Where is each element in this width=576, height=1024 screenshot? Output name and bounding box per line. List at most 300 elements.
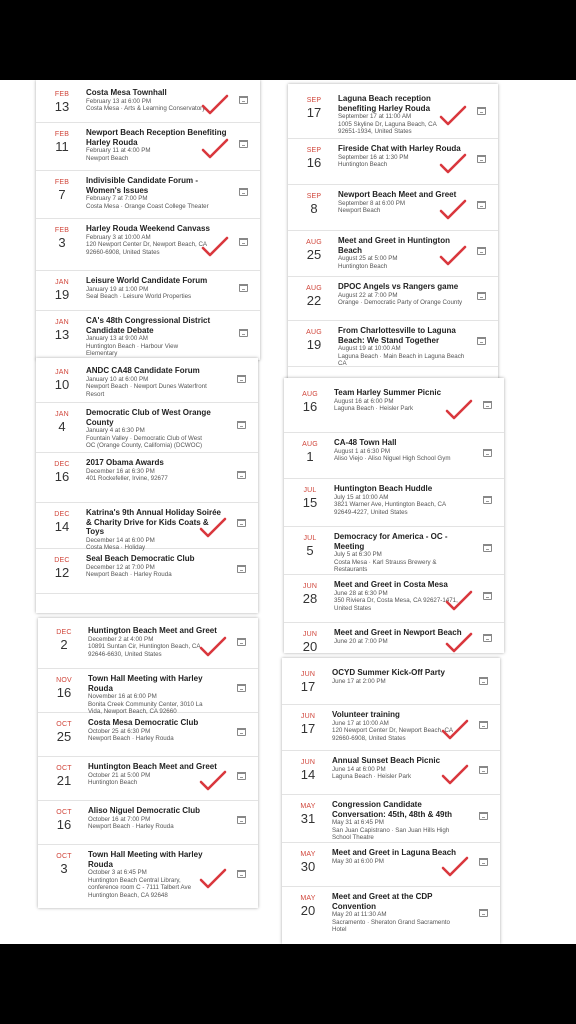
add-to-calendar-icon[interactable]	[477, 201, 486, 209]
event-date	[42, 368, 82, 392]
check-stroke	[441, 107, 465, 124]
add-to-calendar-icon[interactable]	[237, 375, 246, 383]
event-row[interactable]	[36, 548, 258, 594]
event-detail: Bonita Creek Community Center, 3010 La	[88, 700, 203, 708]
add-to-calendar-icon[interactable]	[483, 496, 492, 504]
event-detail: 92651-1934, United States	[338, 128, 412, 136]
event-title[interactable]: Meet and Greet in Laguna Beach	[332, 848, 457, 857]
event-detail: November 16 at 6:00 PM	[88, 693, 157, 700]
add-to-calendar-icon[interactable]	[237, 728, 246, 736]
event-title[interactable]: Seal Beach Democratic Club	[86, 554, 195, 563]
event-detail: May 20 at 11:30 AM	[332, 911, 387, 918]
event-date	[290, 486, 330, 510]
event-detail: Costa Mesa · Orange Coast College Theater	[86, 202, 209, 210]
event-month: AUG	[302, 391, 318, 398]
event-detail: July 5 at 6:30 PM	[334, 551, 382, 558]
event-detail: October 25 at 6:30 PM	[88, 727, 151, 735]
event-row[interactable]	[284, 432, 504, 479]
event-detail: Costa Mesa · Karl Strauss Brewery &	[334, 558, 437, 566]
event-detail: Restaurants	[334, 566, 368, 574]
check-stroke	[441, 201, 465, 218]
event-title[interactable]: Democracy for America - OC - Meeting	[334, 532, 448, 551]
event-row[interactable]	[38, 800, 258, 845]
event-detail: Laguna Beach · Main Beach in Laguna Beach	[338, 352, 465, 360]
add-to-calendar-icon[interactable]	[477, 292, 486, 300]
event-info	[86, 316, 230, 358]
event-month: FEB	[54, 131, 70, 138]
event-day: 13	[54, 99, 70, 114]
add-to-calendar-icon[interactable]	[237, 471, 246, 479]
event-day: 17	[300, 721, 316, 736]
event-info	[334, 532, 474, 574]
event-month: JAN	[55, 369, 69, 376]
event-title[interactable]: Fireside Chat with Harley Rouda	[338, 144, 461, 153]
event-detail: September 17 at 11:00 AM	[338, 113, 412, 120]
event-title[interactable]: Town Hall Meeting with Harley Rouda	[88, 674, 203, 693]
event-info	[338, 282, 468, 307]
event-title[interactable]: ANDC CA48 Candidate Forum	[86, 366, 200, 375]
event-row[interactable]	[36, 122, 260, 171]
event-month: AUG	[306, 285, 322, 292]
event-row[interactable]	[284, 526, 504, 575]
event-detail: 401 Rockefeller, Irvine, 92677	[86, 475, 168, 483]
event-title[interactable]: Town Hall Meeting with Harley Rouda	[88, 850, 203, 869]
event-detail: January 10 at 6:00 PM	[86, 375, 149, 383]
check-stroke	[201, 772, 225, 789]
event-detail: OC (Orange County, California) (DCWOC)	[86, 442, 203, 450]
event-day: 2	[60, 637, 68, 652]
event-day: 8	[310, 201, 318, 216]
check-stroke	[203, 140, 227, 157]
event-date	[294, 192, 334, 216]
event-title[interactable]: Huntington Beach Huddle	[334, 484, 433, 493]
event-title[interactable]: Costa Mesa Democratic Club	[88, 718, 199, 727]
event-row[interactable]	[36, 310, 260, 360]
event-row[interactable]	[36, 218, 260, 271]
event-title[interactable]: Annual Sunset Beach Picnic	[332, 756, 441, 765]
check-stroke	[203, 238, 227, 255]
event-month: AUG	[302, 441, 318, 448]
event-month: SEP	[306, 97, 322, 104]
event-row[interactable]	[36, 502, 258, 552]
event-month: AUG	[306, 329, 322, 336]
event-info	[334, 484, 474, 516]
event-detail: Newport Beach · Newport Dunes Waterfront	[86, 383, 207, 391]
event-row[interactable]	[284, 382, 504, 433]
event-date	[288, 670, 328, 694]
event-row[interactable]	[288, 184, 498, 231]
event-month: OCT	[56, 809, 72, 816]
red-check-mark-icon	[198, 770, 228, 792]
red-check-mark-icon	[444, 632, 474, 653]
event-detail: December 16 at 6:30 PM	[86, 467, 155, 475]
event-date	[294, 328, 334, 352]
event-title[interactable]: CA's 48th Congressional District Candidate Debate	[86, 316, 211, 335]
event-info	[332, 892, 470, 934]
event-row[interactable]	[288, 230, 498, 277]
event-detail: January 19 at 1:00 PM	[86, 285, 149, 293]
event-month: AUG	[306, 239, 322, 246]
event-month: JAN	[55, 279, 69, 286]
event-month: FEB	[54, 91, 70, 98]
event-day: 21	[56, 773, 72, 788]
red-check-mark-icon	[200, 94, 230, 116]
event-row[interactable]	[38, 756, 258, 801]
add-to-calendar-icon[interactable]	[479, 909, 488, 917]
event-detail: December 12 at 7:00 PM	[86, 563, 155, 571]
event-detail: Huntington Beach	[338, 161, 388, 169]
event-detail: June 14 at 6:00 PM	[332, 765, 386, 773]
event-detail: San Juan Capistrano · San Juan Hills High	[332, 826, 450, 834]
add-to-calendar-icon[interactable]	[479, 766, 488, 774]
event-title[interactable]: Team Harley Summer Picnic	[334, 388, 442, 397]
event-title[interactable]: Katrina's 9th Annual Holiday Soirée & Charity Drive for Kids Coats & Toys	[86, 508, 221, 536]
event-day: 16	[306, 155, 322, 170]
event-date	[42, 278, 82, 302]
event-detail: Aliso Viejo · Aliso Niguel High School Gym	[334, 455, 451, 463]
red-check-mark-icon	[200, 138, 230, 160]
event-title[interactable]: Newport Beach Meet and Greet	[338, 190, 457, 199]
event-detail: Resort	[86, 390, 105, 398]
event-detail: June 20 at 7:00 PM	[334, 637, 388, 645]
event-row[interactable]	[36, 170, 260, 219]
event-detail: School Theatre	[332, 834, 374, 842]
event-detail: January 13 at 9:00 AM	[86, 335, 148, 342]
event-detail: Elementary	[86, 350, 118, 358]
event-detail: Huntington Beach · Harbour View	[86, 342, 179, 350]
event-info	[332, 800, 470, 842]
event-day: 17	[300, 679, 316, 694]
event-date	[44, 676, 84, 700]
event-title[interactable]: 2017 Obama Awards	[86, 458, 164, 467]
event-detail: Sacramento · Sheraton Grand Sacramento	[332, 918, 450, 926]
event-day: 19	[54, 287, 70, 302]
red-check-mark-icon	[444, 590, 474, 612]
event-detail: 3821 Warner Ave, Huntington Beach, CA	[334, 501, 447, 509]
add-to-calendar-icon[interactable]	[479, 812, 488, 820]
event-title[interactable]: Congression Candidate Conversation: 45th, 48th & 49th	[332, 800, 453, 819]
event-day: 22	[306, 293, 322, 308]
event-date	[294, 238, 334, 262]
event-detail: January 4 at 6:30 PM	[86, 427, 145, 434]
event-day: 1	[306, 449, 314, 464]
event-detail: May 31 at 6:45 PM	[332, 819, 384, 826]
event-detail: May 30 at 6:00 PM	[332, 857, 384, 865]
event-row[interactable]	[288, 138, 498, 185]
event-date	[42, 556, 82, 580]
event-info	[88, 674, 228, 716]
add-to-calendar-icon[interactable]	[477, 247, 486, 255]
event-detail: 92660-6908, United States	[86, 248, 160, 256]
event-detail: Huntington Beach, CA 92648	[88, 891, 168, 899]
event-date	[42, 90, 82, 114]
event-title[interactable]: Laguna Beach reception benefiting Harley Rouda	[338, 94, 431, 113]
red-check-mark-icon	[438, 105, 468, 127]
event-info	[88, 718, 228, 743]
event-detail: Costa Mesa · Arts & Learning Conservatory	[86, 105, 206, 113]
event-day: 14	[54, 519, 70, 534]
event-date	[42, 130, 82, 154]
event-row[interactable]	[284, 574, 504, 623]
event-title[interactable]: Volunteer training	[332, 710, 400, 719]
event-row[interactable]	[288, 276, 498, 321]
event-row[interactable]	[282, 794, 500, 843]
event-detail: Laguna Beach · Heisler Park	[332, 773, 412, 781]
event-title[interactable]: OCYD Summer Kick-Off Party	[332, 668, 445, 677]
event-row[interactable]	[38, 844, 258, 908]
event-info	[86, 276, 230, 301]
add-to-calendar-icon[interactable]	[239, 188, 248, 196]
add-to-calendar-icon[interactable]	[477, 337, 486, 345]
red-check-mark-icon	[438, 153, 468, 175]
event-title[interactable]: Costa Mesa Townhall	[86, 88, 167, 97]
event-day: 15	[302, 495, 318, 510]
red-check-mark-icon	[198, 868, 228, 890]
event-date	[290, 390, 330, 414]
event-detail: February 3 at 10:00 AM	[86, 233, 151, 241]
events-panel	[36, 358, 258, 613]
event-title[interactable]: Newport Beach Reception Benefiting Harley Rouda	[86, 128, 227, 147]
event-month: JAN	[55, 319, 69, 326]
event-detail: 350 Riviera Dr, Costa Mesa, CA 92627-1471,	[334, 597, 458, 605]
event-day: 31	[300, 811, 316, 826]
event-row[interactable]	[36, 360, 258, 403]
events-panel	[36, 80, 260, 360]
event-detail: Newport Beach · Harley Rouda	[88, 823, 174, 831]
event-date	[42, 178, 82, 202]
add-to-calendar-icon[interactable]	[479, 858, 488, 866]
event-day: 30	[300, 859, 316, 874]
event-detail: February 7 at 7:00 PM	[86, 195, 148, 202]
add-to-calendar-icon[interactable]	[483, 634, 492, 642]
event-day: 4	[58, 419, 66, 434]
event-detail: October 3 at 6:45 PM	[88, 869, 147, 876]
check-stroke	[443, 766, 467, 783]
event-date	[42, 226, 82, 250]
event-day: 17	[306, 105, 322, 120]
check-stroke	[447, 634, 471, 651]
event-detail: June 17 at 2:00 PM	[332, 677, 386, 685]
event-row[interactable]	[36, 452, 258, 503]
check-stroke	[441, 247, 465, 264]
event-detail: October 16 at 7:00 PM	[88, 815, 151, 823]
event-detail: 92660-6908, United States	[332, 734, 406, 742]
event-title[interactable]: Huntington Beach Meet and Greet	[88, 762, 217, 771]
event-title[interactable]: From Charlottesville to Laguna Beach: We Stand Together	[338, 326, 456, 345]
event-day: 5	[306, 543, 314, 558]
add-to-calendar-icon[interactable]	[479, 677, 488, 685]
event-month: DEC	[54, 557, 70, 564]
add-to-calendar-icon[interactable]	[239, 284, 248, 292]
event-day: 16	[302, 399, 318, 414]
add-to-calendar-icon[interactable]	[239, 96, 248, 104]
event-month: JUL	[303, 487, 317, 494]
event-day: 19	[306, 337, 322, 352]
red-check-mark-icon	[440, 856, 470, 878]
event-detail: 120 Newport Center Dr, Newport Beach, CA	[86, 241, 208, 249]
event-date	[290, 440, 330, 464]
add-to-calendar-icon[interactable]	[483, 449, 492, 457]
red-check-mark-icon	[440, 719, 470, 741]
event-detail: Costa Mesa · Holiday	[86, 544, 146, 552]
event-row[interactable]	[282, 662, 500, 705]
event-month: FEB	[54, 179, 70, 186]
event-row[interactable]	[284, 478, 504, 527]
event-date	[288, 712, 328, 736]
event-detail: United States	[334, 604, 372, 612]
event-row[interactable]	[36, 402, 258, 453]
event-detail: June 17 at 10:00 AM	[332, 719, 389, 727]
add-to-calendar-icon[interactable]	[237, 519, 246, 527]
add-to-calendar-icon[interactable]	[483, 544, 492, 552]
event-row[interactable]	[36, 270, 260, 311]
event-detail: July 15 at 10:00 AM	[334, 493, 389, 501]
check-stroke	[447, 592, 471, 609]
event-day: 25	[306, 247, 322, 262]
event-detail: Newport Beach	[338, 207, 381, 215]
event-row[interactable]	[38, 620, 258, 669]
event-month: MAY	[300, 851, 316, 858]
event-day: 16	[56, 817, 72, 832]
screenshot-collage	[0, 80, 576, 944]
event-row[interactable]	[38, 712, 258, 757]
event-row[interactable]	[288, 320, 498, 367]
event-row[interactable]	[282, 704, 500, 751]
check-stroke	[203, 96, 227, 113]
event-day: 7	[58, 187, 66, 202]
add-to-calendar-icon[interactable]	[239, 329, 248, 337]
event-info	[86, 408, 228, 450]
event-date	[42, 318, 82, 342]
event-detail: February 13 at 6:00 PM	[86, 97, 152, 105]
event-month: SEP	[306, 193, 322, 200]
event-row[interactable]	[282, 750, 500, 795]
event-detail: Laguna Beach · Heisler Park	[334, 405, 414, 413]
add-to-calendar-icon[interactable]	[479, 721, 488, 729]
event-info	[338, 326, 468, 368]
red-check-mark-icon	[198, 517, 228, 539]
add-to-calendar-icon[interactable]	[483, 401, 492, 409]
add-to-calendar-icon[interactable]	[237, 870, 246, 878]
event-detail: August 22 at 7:00 PM	[338, 291, 398, 299]
event-day: 16	[56, 685, 72, 700]
event-day: 25	[56, 729, 72, 744]
event-day: 20	[300, 903, 316, 918]
event-title[interactable]: Democratic Club of West Orange County	[86, 408, 211, 427]
event-row[interactable]	[38, 668, 258, 716]
events-panel	[282, 658, 500, 944]
event-date	[288, 802, 328, 826]
check-stroke	[443, 858, 467, 875]
check-stroke	[443, 721, 467, 738]
event-row[interactable]	[36, 82, 260, 123]
add-to-calendar-icon[interactable]	[477, 107, 486, 115]
add-to-calendar-icon[interactable]	[237, 421, 246, 429]
event-title[interactable]: Huntington Beach Meet and Greet	[88, 626, 217, 635]
event-month: OCT	[56, 765, 72, 772]
check-stroke	[441, 155, 465, 172]
event-detail: 1005 Skyline Dr, Laguna Beach, CA	[338, 120, 437, 128]
add-to-calendar-icon[interactable]	[237, 565, 246, 573]
add-to-calendar-icon[interactable]	[237, 684, 246, 692]
check-stroke	[201, 519, 225, 536]
event-date	[288, 850, 328, 874]
event-row[interactable]	[282, 842, 500, 887]
event-row[interactable]	[284, 622, 504, 653]
add-to-calendar-icon[interactable]	[239, 238, 248, 246]
event-info	[86, 176, 230, 210]
event-date	[44, 628, 84, 652]
event-title[interactable]: Indivisible Candidate Forum - Women's Issues	[86, 176, 199, 195]
event-detail: Seal Beach · Leisure World Properties	[86, 293, 192, 301]
events-panel	[38, 618, 258, 908]
event-month: OCT	[56, 721, 72, 728]
event-date	[288, 758, 328, 782]
add-to-calendar-icon[interactable]	[237, 816, 246, 824]
event-title[interactable]: Meet and Greet at the CDP Convention	[332, 892, 433, 911]
add-to-calendar-icon[interactable]	[237, 638, 246, 646]
check-stroke	[447, 401, 471, 418]
event-title[interactable]: Harley Rouda Weekend Canvass	[86, 224, 210, 233]
event-month: DEC	[56, 629, 72, 636]
event-day: 12	[54, 565, 70, 580]
event-row[interactable]	[288, 88, 498, 139]
event-date	[42, 410, 82, 434]
event-row[interactable]	[282, 886, 500, 944]
add-to-calendar-icon[interactable]	[483, 592, 492, 600]
event-title[interactable]: Meet and Greet in Newport Beach	[334, 628, 462, 637]
event-title[interactable]: Meet and Greet in Huntington Beach	[338, 236, 450, 255]
event-month: JUN	[300, 671, 316, 678]
event-day: 16	[54, 469, 70, 484]
add-to-calendar-icon[interactable]	[477, 155, 486, 163]
event-day: 3	[60, 861, 68, 876]
event-detail: June 28 at 6:30 PM	[334, 589, 388, 597]
event-day: 13	[54, 327, 70, 342]
event-month: NOV	[56, 677, 72, 684]
event-day: 3	[58, 235, 66, 250]
event-month: FEB	[54, 227, 70, 234]
event-detail: September 16 at 1:30 PM	[338, 153, 409, 161]
event-month: JUN	[300, 759, 316, 766]
event-detail: Huntington Beach Central Library,	[88, 876, 181, 884]
add-to-calendar-icon[interactable]	[239, 140, 248, 148]
event-detail: 92649-4227, United States	[334, 508, 408, 516]
event-date	[42, 510, 82, 534]
check-stroke	[201, 638, 225, 655]
event-date	[294, 146, 334, 170]
event-title[interactable]: Aliso Niguel Democratic Club	[88, 806, 201, 815]
event-date	[290, 534, 330, 558]
event-detail: December 2 at 4:00 PM	[88, 635, 154, 643]
event-title[interactable]: CA-48 Town Hall	[334, 438, 397, 447]
event-detail: August 25 at 5:00 PM	[338, 255, 398, 262]
event-detail: August 1 at 6:30 PM	[334, 447, 391, 455]
event-title[interactable]: Meet and Greet in Costa Mesa	[334, 580, 448, 589]
event-detail: February 11 at 4:00 PM	[86, 147, 151, 154]
event-detail: Newport Beach	[86, 154, 129, 162]
event-title[interactable]: DPOC Angels vs Rangers game	[338, 282, 459, 291]
red-check-mark-icon	[438, 199, 468, 221]
event-detail: CA	[338, 360, 347, 368]
event-detail: October 21 at 5:00 PM	[88, 771, 151, 779]
add-to-calendar-icon[interactable]	[237, 772, 246, 780]
event-info	[332, 668, 470, 685]
event-date	[44, 808, 84, 832]
red-check-mark-icon	[200, 236, 230, 258]
event-day: 14	[300, 767, 316, 782]
event-title[interactable]: Leisure World Candidate Forum	[86, 276, 208, 285]
